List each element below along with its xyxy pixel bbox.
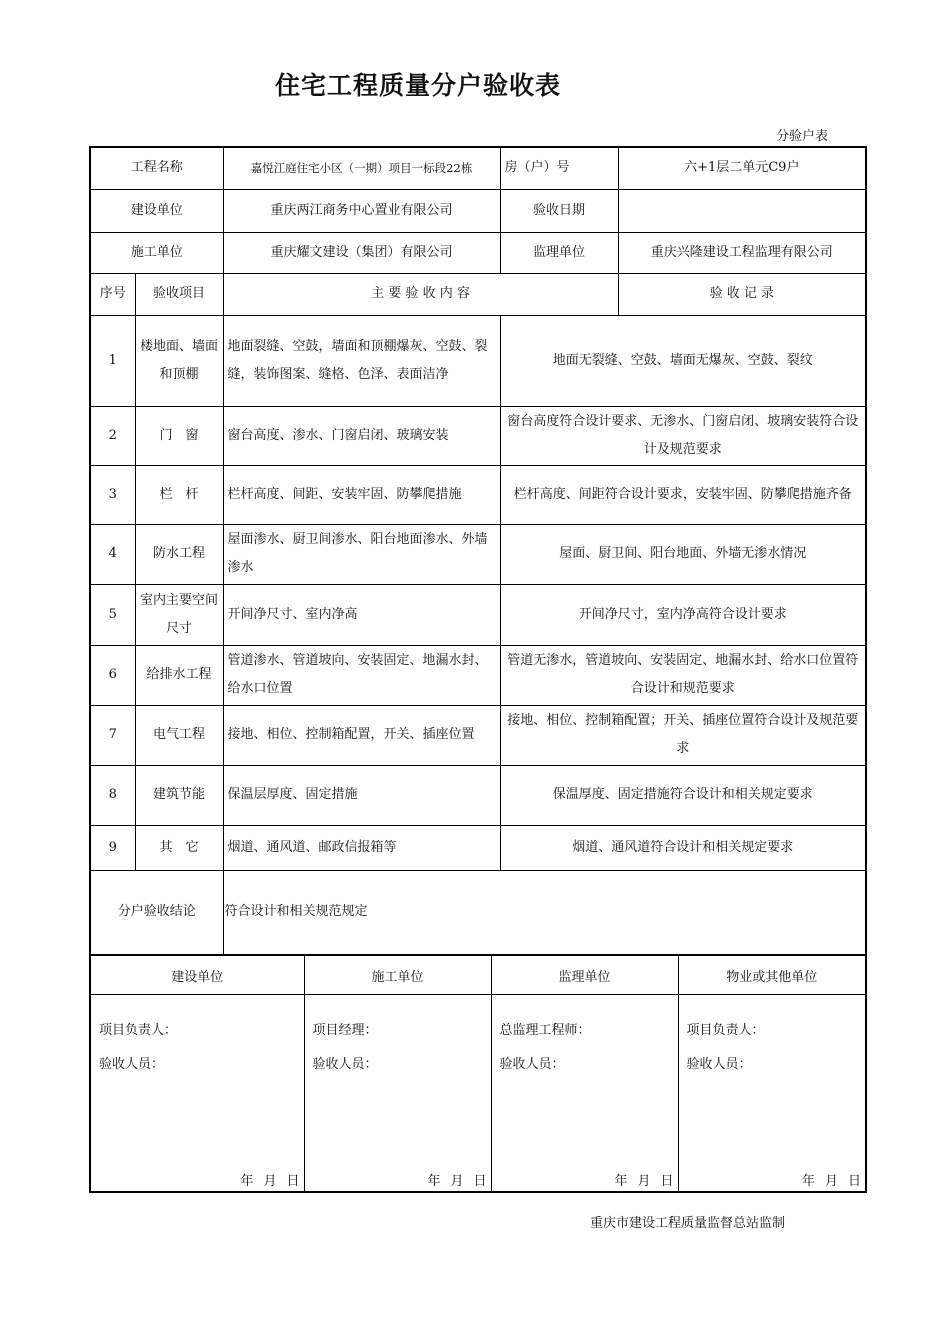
row-content: 管道渗水、管道坡向、安装固定、地漏水封、给水口位置 — [223, 645, 500, 705]
page-title: 住宅工程质量分户验收表 — [274, 71, 561, 100]
row-content: 保温层厚度、固定措施 — [223, 765, 500, 825]
table-row — [90, 705, 866, 765]
row-content: 烟道、通风道、邮政信报箱等 — [223, 825, 500, 870]
date-day: 日 — [660, 1174, 674, 1189]
sign-unit-contractor: 施工单位 — [304, 956, 491, 995]
date-month: 月 — [450, 1174, 464, 1189]
accept-date-value[interactable] — [618, 189, 866, 232]
sign-line-inspector: 验收人员： — [499, 1057, 565, 1072]
row-item: 给排水工程 — [135, 645, 223, 705]
row-item: 防水工程 — [135, 524, 223, 584]
sign-line-inspector: 验收人员： — [312, 1057, 378, 1072]
date-month: 月 — [637, 1174, 651, 1189]
inspection-table — [89, 146, 867, 956]
conclusion-value: 符合设计和相关规范规定 — [223, 870, 866, 955]
row-content: 开间净尺寸、室内净高 — [223, 584, 500, 645]
date-year: 年 — [427, 1174, 441, 1189]
sign-unit-property: 物业或其他单位 — [678, 956, 866, 995]
date-day: 日 — [473, 1174, 487, 1189]
sign-box-contractor[interactable] — [304, 995, 491, 1193]
row-record: 屋面、厨卫间、阳台地面、外墙无渗水情况 — [500, 524, 866, 584]
row-seq: 8 — [90, 765, 135, 825]
row-record: 保温厚度、固定措施符合设计和相关规定要求 — [500, 765, 866, 825]
row-record: 开间净尺寸，室内净高符合设计要求 — [500, 584, 866, 645]
room-no-label: 房（户）号 — [500, 147, 618, 189]
header-item: 验收项目 — [135, 273, 223, 315]
table-row — [90, 315, 866, 406]
row-seq: 6 — [90, 645, 135, 705]
row-content: 屋面渗水、厨卫间渗水、阳台地面渗水、外墙渗水 — [223, 524, 500, 584]
row-content: 栏杆高度、间距、安装牢固、防攀爬措施 — [223, 465, 500, 524]
sign-box-property[interactable] — [678, 995, 866, 1193]
conclusion-label: 分户验收结论 — [90, 870, 223, 955]
date-year: 年 — [801, 1174, 815, 1189]
contractor-value: 重庆耀文建设（集团）有限公司 — [223, 232, 500, 273]
row-seq: 9 — [90, 825, 135, 870]
builder-label: 建设单位 — [90, 189, 223, 232]
sign-line-manager: 项目负责人： — [99, 1023, 178, 1038]
sign-date — [417, 1170, 486, 1189]
project-name-label: 工程名称 — [90, 147, 223, 189]
row-seq: 2 — [90, 406, 135, 465]
row-record: 窗台高度符合设计要求、无渗水、门窗启闭、坡璃安装符合设计及规范要求 — [500, 406, 866, 465]
row-item: 其 它 — [135, 825, 223, 870]
sign-unit-supervisor: 监理单位 — [491, 956, 678, 995]
row-content: 窗台高度、渗水、门窗启闭、玻璃安装 — [223, 406, 500, 465]
date-month: 月 — [263, 1174, 277, 1189]
sign-line-manager: 项目负责人： — [686, 1023, 765, 1038]
sign-box-builder[interactable] — [90, 995, 304, 1193]
room-no-value: 六+1层二单元C9户 — [618, 147, 866, 189]
date-year: 年 — [240, 1174, 254, 1189]
builder-value: 重庆两江商务中心置业有限公司 — [223, 189, 500, 232]
sign-date — [230, 1170, 299, 1189]
row-record: 烟道、通风道符合设计和相关规定要求 — [500, 825, 866, 870]
row-seq: 4 — [90, 524, 135, 584]
form-number: 分验户表 — [776, 129, 829, 144]
project-name-value: 嘉悦江庭住宅小区（一期）项目一标段22栋 — [223, 147, 500, 189]
row-item: 门 窗 — [135, 406, 223, 465]
date-year: 年 — [614, 1174, 628, 1189]
row-seq: 5 — [90, 584, 135, 645]
row-seq: 7 — [90, 705, 135, 765]
sign-line-inspector: 验收人员： — [686, 1057, 752, 1072]
sign-line-inspector: 验收人员： — [99, 1057, 165, 1072]
supervisor-value: 重庆兴隆建设工程监理有限公司 — [618, 232, 866, 273]
date-day: 日 — [286, 1174, 300, 1189]
date-day: 日 — [847, 1174, 861, 1189]
row-item: 楼地面、墙面和顶棚 — [135, 315, 223, 406]
footer-credit: 重庆市建设工程质量监督总站监制 — [590, 1216, 786, 1231]
row-content: 接地、相位、控制箱配置，开关、插座位置 — [223, 705, 500, 765]
header-record: 验 收 记 录 — [618, 273, 866, 315]
row-item: 电气工程 — [135, 705, 223, 765]
row-record: 接地、相位、控制箱配置；开关、插座位置符合设计及规范要求 — [500, 705, 866, 765]
contractor-label: 施工单位 — [90, 232, 223, 273]
table-row — [90, 524, 866, 584]
table-row — [90, 765, 866, 825]
row-record: 管道无渗水，管道坡向、安装固定、地漏水封、给水口位置符合设计和规范要求 — [500, 645, 866, 705]
header-content: 主 要 验 收 内 容 — [223, 273, 618, 315]
row-record: 栏杆高度、间距符合设计要求，安装牢固、防攀爬措施齐备 — [500, 465, 866, 524]
row-record: 地面无裂缝、空鼓、墙面无爆灰、空鼓、裂纹 — [500, 315, 866, 406]
sign-line-manager: 总监理工程师： — [499, 1023, 591, 1038]
table-row — [90, 406, 866, 465]
sign-unit-builder: 建设单位 — [90, 956, 304, 995]
sign-date — [604, 1170, 673, 1189]
row-item: 栏 杆 — [135, 465, 223, 524]
table-row — [90, 465, 866, 524]
supervisor-label: 监理单位 — [500, 232, 618, 273]
table-row — [90, 645, 866, 705]
row-item: 室内主要空间尺寸 — [135, 584, 223, 645]
row-seq: 1 — [90, 315, 135, 406]
date-month: 月 — [824, 1174, 838, 1189]
table-row — [90, 584, 866, 645]
row-item: 建筑节能 — [135, 765, 223, 825]
row-content: 地面裂缝、空鼓，墙面和顶棚爆灰、空鼓、裂缝，装饰图案、缝格、色泽、表面洁净 — [223, 315, 500, 406]
accept-date-label: 验收日期 — [500, 189, 618, 232]
table-row — [90, 825, 866, 870]
sign-box-supervisor[interactable] — [491, 995, 678, 1193]
sign-date — [792, 1170, 861, 1189]
header-seq: 序号 — [90, 273, 135, 315]
sign-line-manager: 项目经理： — [312, 1023, 378, 1038]
row-seq: 3 — [90, 465, 135, 524]
signature-table — [89, 955, 867, 1193]
